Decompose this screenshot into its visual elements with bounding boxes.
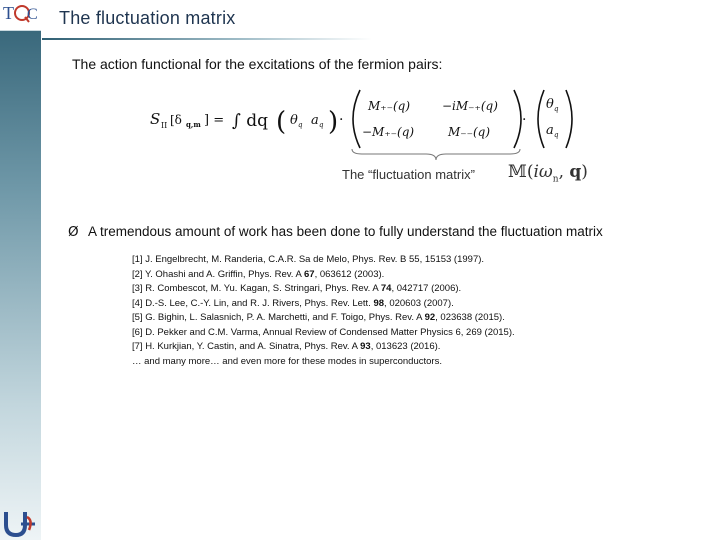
reference-volume: 93 (360, 341, 371, 352)
fluctuation-q: q (569, 162, 582, 182)
column-vector-right-paren (566, 90, 572, 148)
reference-text: [1] J. Engelbrecht, M. Randeria, C.A.R. Sa de Melo, Phys. Rev. B 55, 15153 (1997). (132, 254, 485, 265)
matrix-cell-12: −iM₋₊(q) (442, 99, 498, 113)
column-vector-a-sub: q (554, 131, 559, 139)
equation-dot-1: · (339, 112, 344, 128)
svg-text:C: C (27, 6, 38, 23)
reference-text: [5] G. Bighin, L. Salasnich, P. A. Marchetti, and F. Toigo, Phys. Rev. A (132, 312, 425, 323)
equation-lhs-args-end: ] = (204, 113, 225, 128)
tqc-logo (0, 0, 41, 31)
column-vector-theta: θ (546, 97, 554, 112)
fluctuation-close-paren: ) (581, 162, 588, 182)
reference-volume: 92 (424, 312, 436, 323)
column-vector (534, 88, 578, 155)
row-vector-a: a (311, 113, 319, 128)
reference-volume: 98 (373, 297, 385, 309)
row-vector-theta: θ (290, 113, 298, 128)
reference-item (132, 311, 515, 326)
matrix-cell-22: M₋₋(q) (448, 125, 490, 139)
reference-item (132, 282, 515, 297)
fluctuation-open-paren: ( (526, 162, 534, 182)
underbrace (350, 148, 522, 162)
svg-text:T: T (3, 3, 14, 23)
reference-text: [6] D. Pekker and C.M. Varma, Annual Review of Condensed Matter Physics 6, 269 (2015). (132, 326, 515, 338)
tqc-logo-icon (2, 1, 40, 29)
reference-text-end: , 063612 (2003). (314, 268, 385, 280)
reference-text: [4] D.-S. Lee, C.-Y. Lin, and R. J. Rivers, Phys. Rev. Lett. (132, 297, 374, 309)
reference-text: [2] Y. Ohashi and A. Griffin, Phys. Rev. A (132, 268, 304, 280)
reference-text: [3] R. Combescot, M. Yu. Kagan, S. Stringari, Phys. Rev. A (132, 283, 381, 294)
column-vector-a: a (546, 123, 554, 138)
bullet-text: A tremendous amount of work has been done to fully understand the fluctuation matrix (88, 224, 603, 239)
reference-text-end: , 023638 (2015). (435, 312, 505, 323)
matrix-right-paren (514, 90, 521, 148)
row-vector-theta-sub: q (298, 121, 303, 129)
matrix-cell-11: M₊₋(q) (368, 99, 410, 113)
reference-item (132, 268, 515, 283)
reference-text: [7] H. Kurkjian, Y. Castin, and A. Sinatra, Phys. Rev. A (132, 341, 361, 352)
column-vector-left-paren (538, 90, 544, 148)
row-vector-open-paren: ( (276, 107, 287, 137)
equation-dot-2: · (522, 112, 527, 128)
action-functional-equation (148, 86, 548, 157)
equation-lhs: S (150, 110, 161, 128)
university-logo-icon (3, 508, 37, 538)
equation-lhs-args-sub: q,m (186, 120, 201, 129)
matrix-left-paren (353, 90, 360, 148)
fluctuation-omega: iω (533, 162, 553, 182)
fluctuation-matrix-symbol (508, 162, 588, 184)
university-logo (3, 508, 37, 543)
row-vector-a-sub: q (319, 121, 324, 129)
reference-volume: 67 (303, 268, 315, 280)
reference-item (132, 253, 515, 268)
bullet-point (68, 224, 603, 240)
column-vector-theta-sub: q (554, 105, 559, 113)
fluctuation-matrix-bb: 𝕄 (508, 162, 527, 182)
reference-text: … and many more… and even more for these modes in superconductors. (132, 355, 442, 367)
sidebar (0, 0, 41, 540)
reference-item (132, 340, 515, 355)
reference-volume: 74 (380, 283, 392, 294)
fluctuation-matrix-label: The “fluctuation matrix” (342, 167, 475, 182)
equation-lhs-args: [δ (170, 113, 182, 127)
row-vector-close-paren: ) (328, 107, 339, 137)
reference-text-end: , 042717 (2006). (391, 283, 462, 294)
reference-item (132, 297, 515, 312)
reference-list (132, 253, 515, 369)
reference-text-end: , 013623 (2016). (370, 341, 441, 352)
intro-text: The action functional for the excitations of the fermion pairs: (72, 56, 443, 72)
equation-lhs-sub: II (161, 121, 168, 130)
page-title: The fluctuation matrix (59, 8, 236, 28)
reference-item (132, 326, 515, 341)
bullet-arrow-icon: Ø (68, 224, 79, 240)
fluctuation-sep: , (558, 162, 570, 182)
fluctuation-omega-sub: n (552, 174, 559, 185)
reference-item (132, 355, 515, 370)
title-divider (42, 38, 372, 40)
matrix-cell-21: −M₊₋(q) (362, 125, 415, 139)
reference-text-end: , 020603 (2007). (384, 297, 454, 309)
equation-integral: ∫ dq (232, 111, 269, 131)
